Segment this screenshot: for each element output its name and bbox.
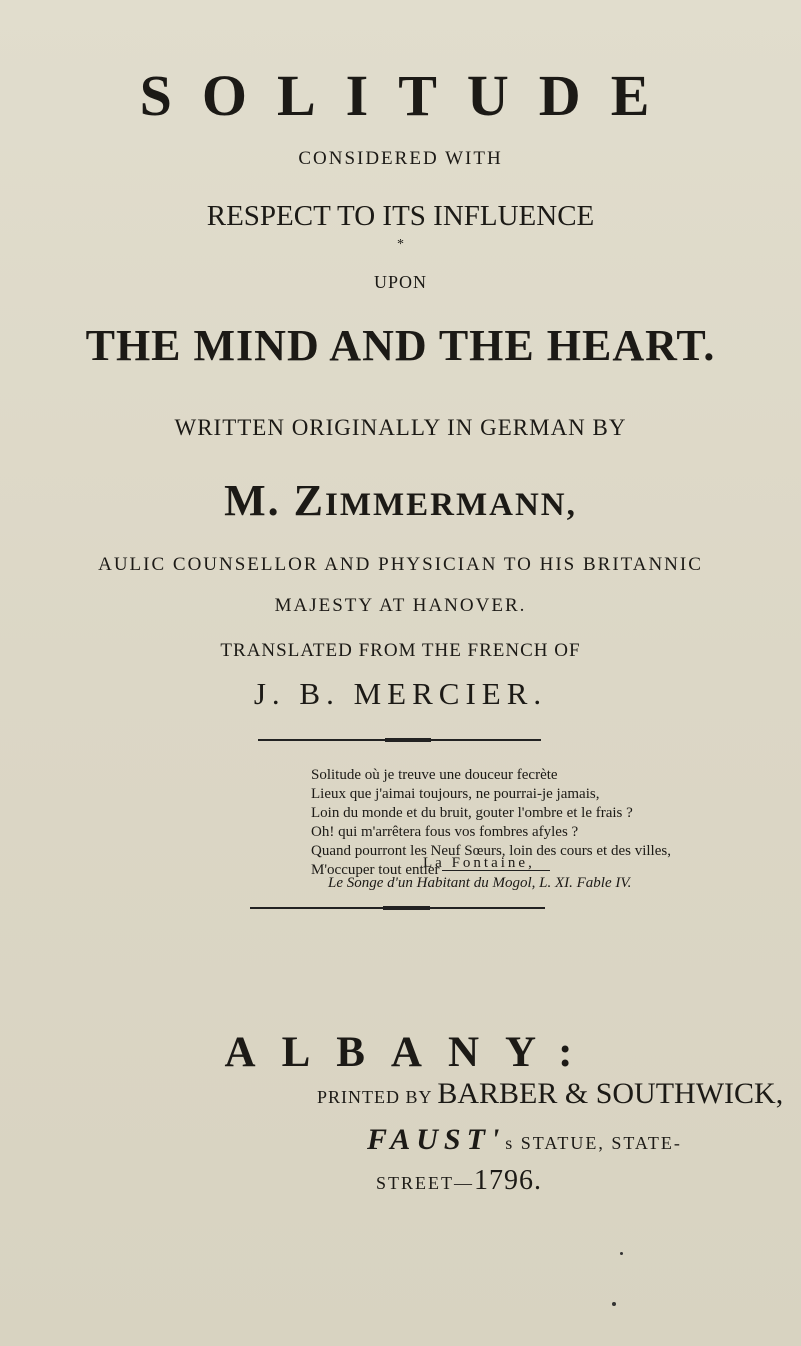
verse-line: Quand pourront les Neuf Sœurs, loin des cours et des villes, <box>311 843 671 859</box>
book-title: SOLITUDE <box>139 63 680 128</box>
imprint-address-line <box>367 1123 682 1157</box>
ink-speck <box>612 1302 616 1306</box>
faust-name: FAUST' <box>367 1123 506 1156</box>
subtitle-upon: UPON <box>373 272 427 292</box>
imprint-city: ALBANY: <box>224 1029 599 1076</box>
printer-names: BARBER & SOUTHWICK, <box>437 1077 784 1110</box>
subtitle-mind-heart: THE MIND AND THE HEART. <box>85 321 716 370</box>
ink-speck <box>620 1252 623 1255</box>
verse-line: Oh! qui m'arrêtera fous vos fombres afyles ? <box>311 824 579 840</box>
top-divider-rule <box>258 739 541 741</box>
street-text: STREET— <box>376 1173 474 1193</box>
author-surname: IMMERMANN, <box>325 487 577 523</box>
asterisk-mark: * <box>397 237 404 252</box>
epigraph-attribution: La Fontaine, <box>423 855 535 871</box>
subtitle-considered: CONSIDERED WITH <box>298 148 503 169</box>
imprint-year: 1796. <box>474 1165 542 1196</box>
printed-by-label: PRINTED BY <box>317 1087 432 1107</box>
statue-text: s STATUE, STATE- <box>505 1133 682 1153</box>
imprint-street-line <box>376 1165 542 1197</box>
author-name <box>0 475 801 526</box>
verse-line: Loin du monde et du bruit, gouter l'ombre et le frais ? <box>311 805 633 821</box>
written-by-line: WRITTEN ORIGINALLY IN GERMAN BY <box>174 415 627 440</box>
translated-from-line: TRANSLATED FROM THE FRENCH OF <box>220 640 581 661</box>
author-initial: M. Z <box>224 476 325 525</box>
epigraph-source: Le Songe d'un Habitant du Mogol, L. XI. Fable IV. <box>328 875 632 891</box>
bottom-divider-rule <box>250 907 545 909</box>
author-title-line-1: AULIC COUNSELLOR AND PHYSICIAN TO HIS BRITANNIC <box>98 554 703 575</box>
verse-line: M'occuper tout entier <box>311 862 440 878</box>
verse-line: Solitude où je treuve une douceur fecrète <box>311 767 558 783</box>
verse-line: Lieux que j'aimai toujours, ne pourrai-je jamais, <box>311 786 600 802</box>
author-title-line-2: MAJESTY AT HANOVER. <box>274 595 527 616</box>
subtitle-respect: RESPECT TO ITS INFLUENCE <box>206 200 595 232</box>
imprint-printer-line <box>317 1077 783 1111</box>
translator-name: J. B. MERCIER. <box>253 676 548 711</box>
